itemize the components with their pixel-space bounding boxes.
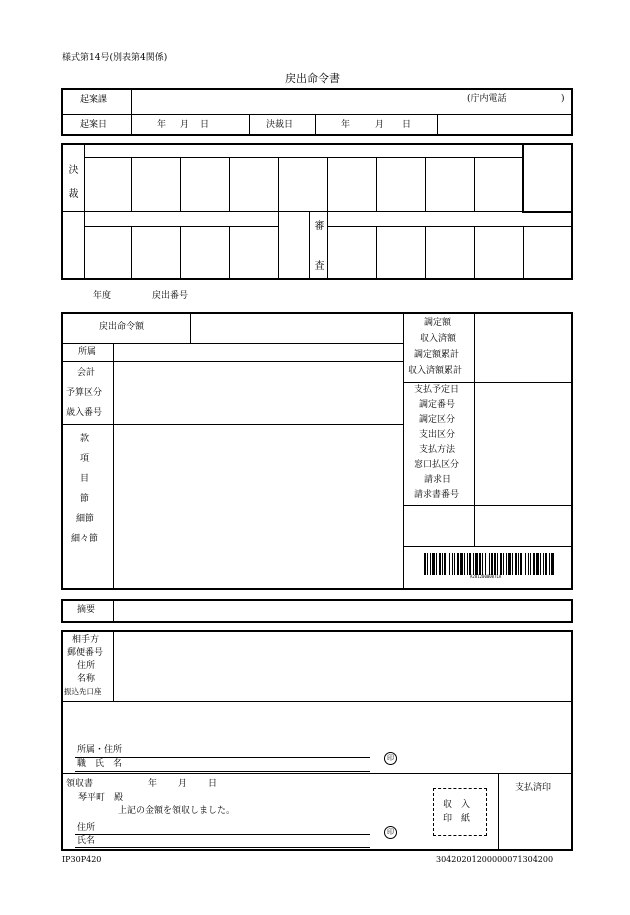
budget-class-label: 予算区分 xyxy=(66,388,103,398)
payment-method-label: 支払方法 xyxy=(419,445,456,455)
accounting-field[interactable] xyxy=(114,362,402,423)
affiliation-address-label: 所属・住所 xyxy=(77,745,123,755)
name-label: 名称 xyxy=(77,674,96,684)
address-label: 住所 xyxy=(77,661,96,671)
seal-mark-signature: 印 xyxy=(384,752,397,765)
seal-mark-receipt: 印 xyxy=(384,826,397,839)
revenue-number-label: 歳入番号 xyxy=(66,408,103,418)
payment-values-field[interactable] xyxy=(475,383,572,504)
decision-year-unit: 年 xyxy=(341,120,351,130)
signature-field[interactable] xyxy=(120,744,370,770)
refund-number-label: 戻出番号 xyxy=(152,291,189,301)
summary-field[interactable] xyxy=(114,601,571,621)
internal-phone-close: ) xyxy=(561,94,565,104)
counterparty-label: 相手方 xyxy=(72,635,100,645)
paid-stamp-field[interactable] xyxy=(499,796,571,849)
assessment-number-label: 調定番号 xyxy=(419,400,456,410)
affiliation-label: 所属 xyxy=(78,347,97,357)
invoice-date-label: 請求日 xyxy=(424,475,452,485)
kessai-label: 決裁 xyxy=(66,164,77,212)
refund-amount-label: 戻出命令額 xyxy=(99,322,145,332)
decision-month-unit: 月 xyxy=(375,120,385,130)
fiscal-year-label: 年度 xyxy=(93,291,112,301)
approval-seal-row-lower[interactable] xyxy=(85,227,572,279)
invoice-number-label: 請求書番号 xyxy=(414,490,460,500)
revenue-stamp-box[interactable] xyxy=(433,788,487,836)
assessed-amount-label: 調定額 xyxy=(424,318,452,328)
form-title: 戻出命令書 xyxy=(285,72,340,85)
title-name-label: 職 氏 名 xyxy=(77,759,123,769)
hierarchy-saisaisetsu: 細々節 xyxy=(71,534,99,544)
received-total-label: 収入済額累計 xyxy=(408,366,463,376)
drafting-dept-label: 起案課 xyxy=(80,95,108,105)
receipt-name-label: 氏名 xyxy=(77,836,96,846)
postal-code-label: 郵便番号 xyxy=(67,648,104,658)
drafting-dept-field[interactable] xyxy=(131,88,431,114)
receipt-addressee: 琴平町 殿 xyxy=(78,793,124,803)
assessment-class-label: 調定区分 xyxy=(419,415,456,425)
receipt-month-unit: 月 xyxy=(178,779,188,789)
counterparty-field[interactable] xyxy=(114,632,571,700)
expense-class-label: 支出区分 xyxy=(419,430,456,440)
revenue-stamp-line2: 印 紙 xyxy=(443,814,471,824)
receipt-year-unit: 年 xyxy=(148,779,158,789)
serial-number: 30420201200000071304200 xyxy=(436,855,554,864)
receipt-address-label: 住所 xyxy=(77,823,96,833)
payment-scheduled-label: 支払予定日 xyxy=(414,385,460,395)
assessed-values-field[interactable] xyxy=(475,313,572,381)
form-reference: 様式第14号(別表第4関係) xyxy=(62,53,168,63)
draft-year-unit: 年 xyxy=(157,120,167,130)
draft-date-label: 起案日 xyxy=(80,120,108,130)
receipt-label: 領収書 xyxy=(66,779,94,789)
summary-label: 摘要 xyxy=(77,605,96,615)
approval-seal-row-upper[interactable] xyxy=(85,158,522,211)
refund-amount-field[interactable] xyxy=(191,313,402,342)
hierarchy-field[interactable] xyxy=(114,425,402,588)
barcode-text: A2812000007LA xyxy=(470,574,502,579)
draft-date-field[interactable] xyxy=(131,114,249,136)
decision-day-unit: 日 xyxy=(402,120,412,130)
draft-month-unit: 月 xyxy=(180,120,190,130)
hierarchy-setsu: 節 xyxy=(80,494,90,504)
receipt-day-unit: 日 xyxy=(208,779,218,789)
internal-phone-field[interactable] xyxy=(513,92,558,108)
shinsa-label: 審査 xyxy=(312,220,323,300)
counter-payment-label: 窓口払区分 xyxy=(414,460,460,470)
affiliation-field[interactable] xyxy=(114,344,402,360)
revenue-stamp-line1: 収 入 xyxy=(443,800,471,810)
bank-account-label: 振込先口座 xyxy=(64,687,102,696)
internal-phone-label: (庁内電話 xyxy=(467,94,507,104)
decision-date-label: 決裁日 xyxy=(266,120,294,130)
hierarchy-kou: 項 xyxy=(80,454,90,464)
received-amount-label: 収入済額 xyxy=(420,334,457,344)
draft-day-unit: 日 xyxy=(200,120,210,130)
paid-stamp-label: 支払済印 xyxy=(515,783,552,793)
hierarchy-kan: 款 xyxy=(80,434,90,444)
hierarchy-saisetsu: 細節 xyxy=(76,514,95,524)
assessed-total-label: 調定額累計 xyxy=(414,350,460,360)
receipt-statement: 上記の金額を領収しました。 xyxy=(118,806,236,816)
receipt-signature-field[interactable] xyxy=(100,820,370,846)
form-code: IP30P420 xyxy=(62,855,102,864)
hierarchy-moku: 目 xyxy=(80,474,90,484)
accounting-label: 会計 xyxy=(77,368,96,378)
